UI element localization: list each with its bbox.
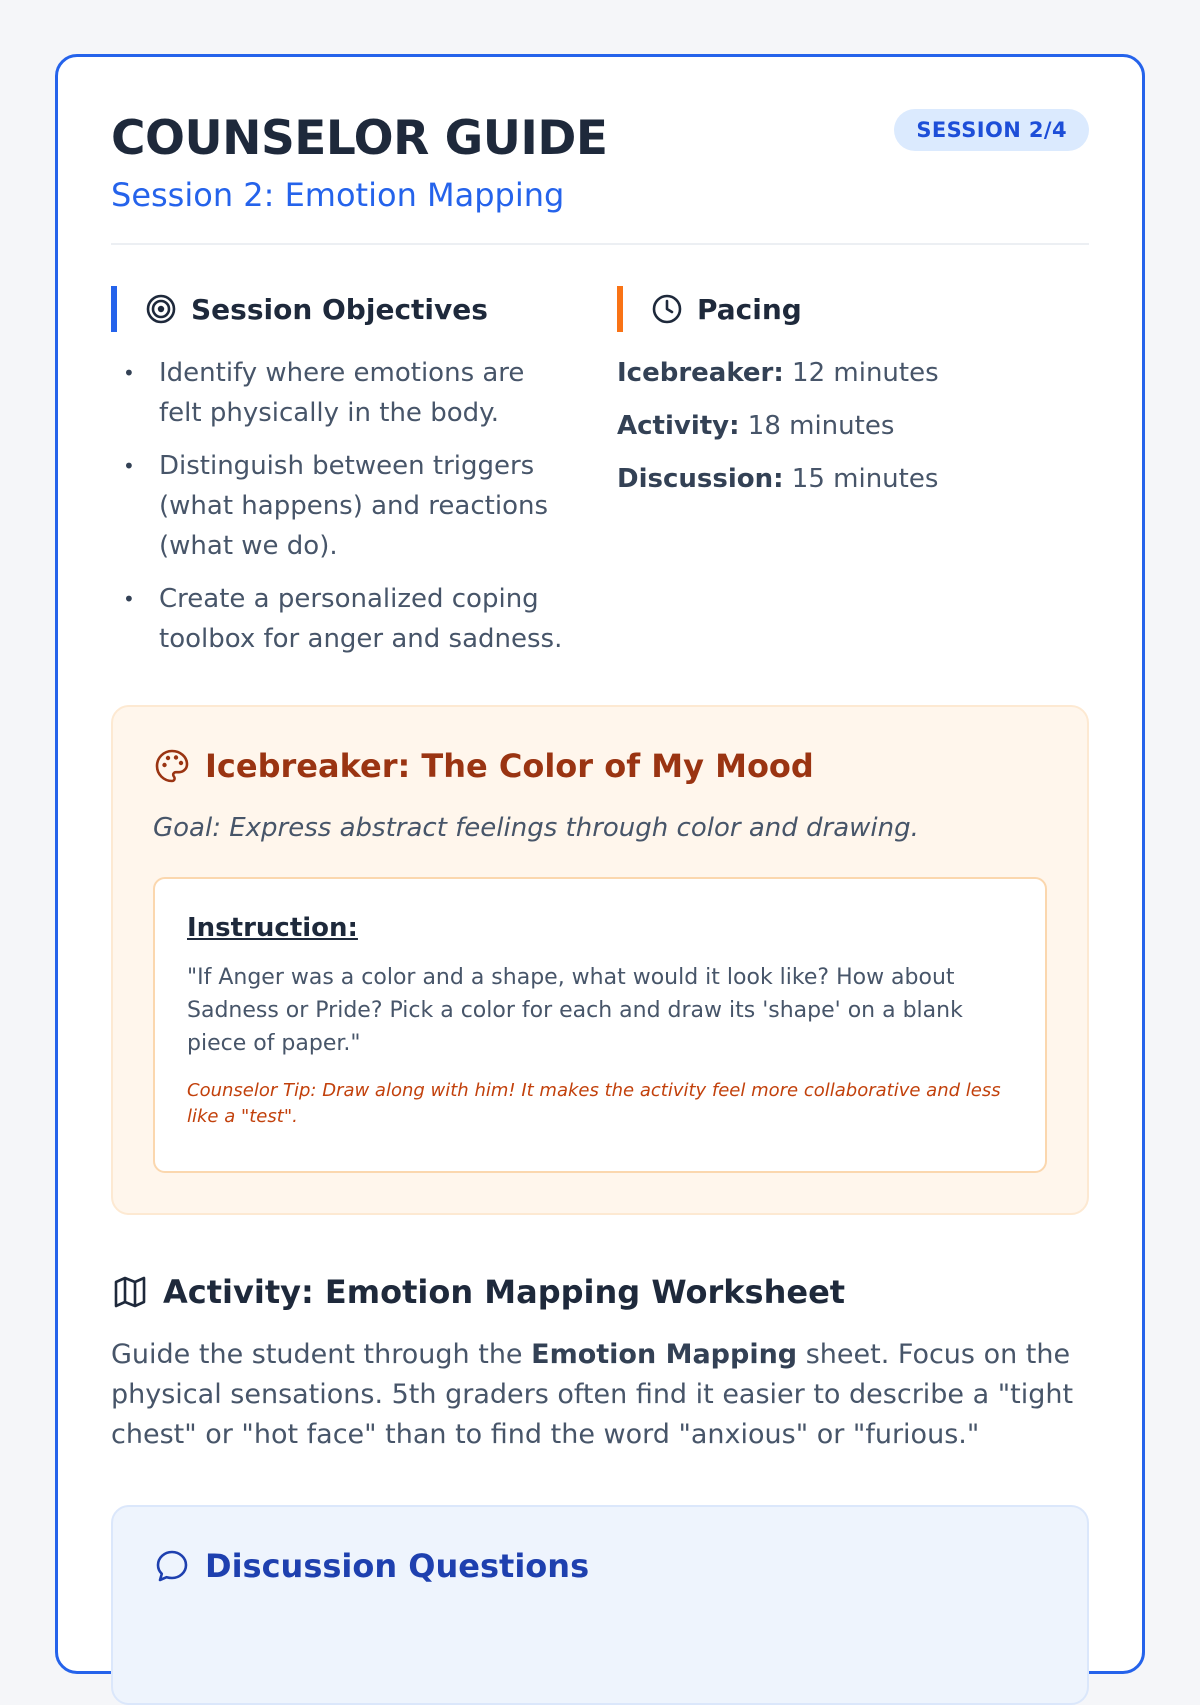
activity-text-emphasis: Emotion Mapping [531,1339,798,1370]
activity-text-end: sheet. Focus on the physical sensations. 5th graders often find it easier to describe a "tight chest" or "hot face" than to find the word "anxious" or "furious." [111,1339,1074,1450]
icebreaker-heading [153,747,814,785]
objective-item [123,353,563,433]
pacing-label: Activity: [617,411,740,441]
session-badge: SESSION 2/4 [894,109,1089,151]
page-subtitle: Session 2: Emotion Mapping [111,176,565,214]
guide-content [111,57,1089,1705]
map-icon [111,1273,149,1311]
objective-item [123,446,563,566]
bullet-icon: • [123,587,135,611]
objective-text: Identify where emotions are felt physically in the body. [159,358,525,428]
pacing-row-activity [617,406,939,446]
pacing-heading-label: Pacing [697,292,802,326]
icebreaker-title: Icebreaker: The Color of My Mood [205,747,814,785]
pacing-list [617,353,939,512]
clock-icon [651,293,683,325]
objectives-list [123,353,563,672]
pacing-row-icebreaker [617,353,939,393]
activity-title: Activity: Emotion Mapping Worksheet [163,1273,846,1311]
activity-section [111,1215,1089,1505]
objective-text: Distinguish between triggers (what happens) and reactions (what we do). [159,451,548,561]
discussion-title: Discussion Questions [205,1547,590,1585]
icebreaker-goal: Goal: Express abstract feelings through color and drawing. [153,813,919,843]
pacing-value: 18 minutes [747,411,895,441]
bullet-icon: • [123,454,135,478]
objective-item [123,579,563,659]
icebreaker-panel [111,705,1089,1215]
bullet-icon: • [123,361,135,385]
objectives-heading-label: Session Objectives [191,292,488,326]
guide-card [55,54,1145,1674]
activity-heading [111,1273,845,1311]
discussion-panel [111,1505,1089,1705]
instruction-text: "If Anger was a color and a shape, what would it look like? How about Sadness or Pride? Pick a color for each and draw its 'shape' on a blank piece of paper." [187,965,963,1056]
pacing-value: 15 minutes [791,464,939,494]
instruction-box [153,877,1047,1173]
pacing-label: Icebreaker: [617,358,784,388]
activity-text-start: Guide the student through the [111,1339,532,1370]
pacing-row-discussion [617,459,939,499]
pacing-label: Discussion: [617,464,784,494]
target-icon [145,293,177,325]
counselor-tip: Counselor Tip: Draw along with him! It makes the activity feel more collaborative and less like a "test". [187,1080,1001,1127]
guide-header [111,57,1089,245]
discussion-heading [153,1547,589,1585]
objective-text: Create a personalized coping toolbox for anger and sadness. [159,584,563,654]
palette-icon [153,747,191,785]
chat-bubble-icon [153,1547,191,1585]
pacing-heading [617,286,802,332]
pacing-value: 12 minutes [792,358,939,388]
page-title: COUNSELOR GUIDE [111,111,608,166]
objectives-heading [111,286,488,332]
instruction-heading: Instruction: [187,913,358,943]
activity-description [111,1335,1101,1455]
overview-columns [111,245,1089,705]
